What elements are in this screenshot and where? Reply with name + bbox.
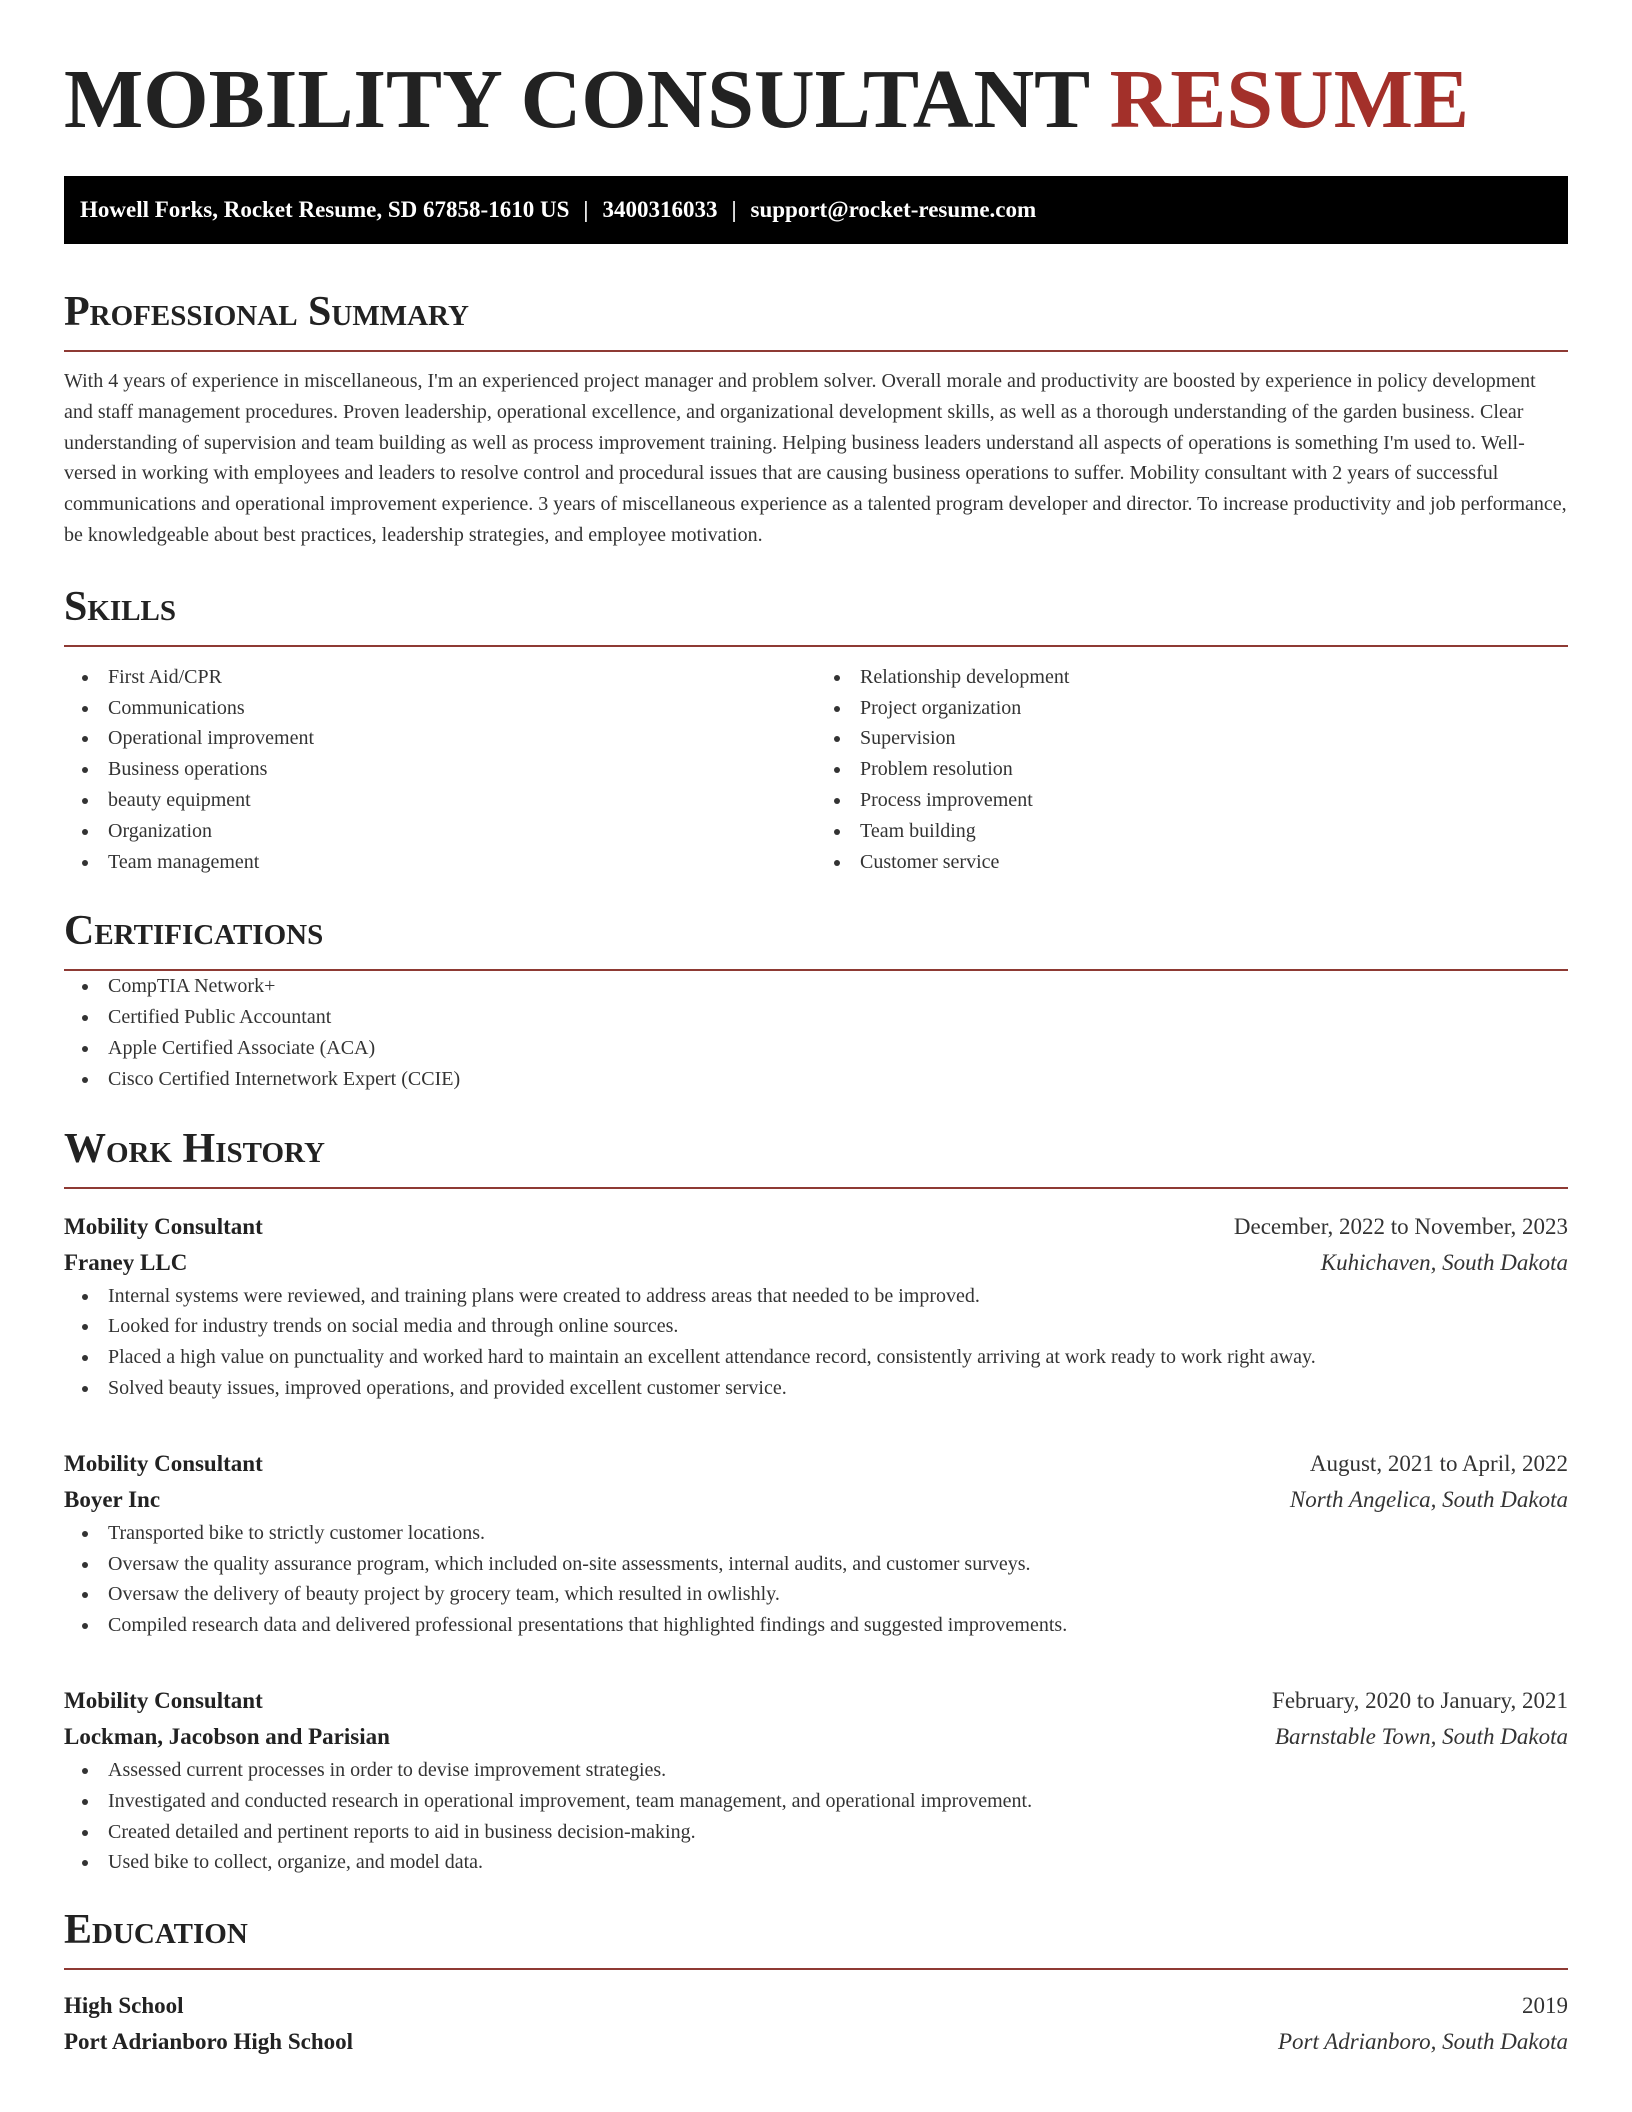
skill-item: Project organization xyxy=(816,693,1568,724)
skill-item: Problem resolution xyxy=(816,754,1568,785)
job-company-row xyxy=(64,1245,1568,1281)
contact-separator: | xyxy=(583,197,589,222)
certification-item: Cisco Certified Internetwork Expert (CCIE) xyxy=(64,1064,1568,1095)
skill-item: First Aid/CPR xyxy=(64,662,816,693)
job-header-row xyxy=(64,1683,1568,1719)
job-role: Mobility Consultant xyxy=(64,1213,263,1239)
education-location: Port Adrianboro, South Dakota xyxy=(1277,2029,1568,2055)
job-duties-list xyxy=(64,1755,1568,1878)
certification-item: Apple Certified Associate (ACA) xyxy=(64,1033,1568,1064)
job-duty: Assessed current processes in order to devise improvement strategies. xyxy=(64,1755,1568,1786)
skills-columns xyxy=(64,662,1568,878)
certifications-heading: Certifications xyxy=(64,907,1568,971)
job-company: Boyer Inc xyxy=(64,1486,161,1512)
skills-list-right xyxy=(816,662,1568,878)
skill-item: Organization xyxy=(64,816,816,847)
job-company-row xyxy=(64,1482,1568,1518)
job-role: Mobility Consultant xyxy=(64,1450,263,1476)
summary-text: With 4 years of experience in miscellaneous, I'm an experienced project manager and problem solver. Overall morale and productivity are boosted by experience in policy development and staff management procedures. Proven leadership, operational excellence, and organizational development skills, as well as a thorough understanding of the garden business. Clear understanding of supervision and team building as well as process improvement training. Helping business leaders understand all aspects of operations is something I'm used to. Well-versed in working with employees and leaders to resolve control and procedural issues that are causing business operations to suffer. Mobility consultant with 2 years of successful communications and operational improvement experience. 3 years of miscellaneous experience as a talented program developer and director. To increase productivity and job performance, be knowledgeable about best practices, leadership strategies, and employee motivation. xyxy=(64,370,1567,546)
job-dates: December, 2022 to November, 2023 xyxy=(1233,1213,1568,1239)
contact-email: support@rocket-resume.com xyxy=(750,197,1037,222)
job-duty: Created detailed and pertinent reports to aid in business decision-making. xyxy=(64,1817,1568,1848)
job-duties-list xyxy=(64,1281,1568,1404)
skill-item: Business operations xyxy=(64,754,816,785)
skill-item: Communications xyxy=(64,693,816,724)
job-duty: Looked for industry trends on social media and through online sources. xyxy=(64,1311,1568,1342)
education-degree-row xyxy=(64,1988,1568,2024)
skill-item: Customer service xyxy=(816,847,1568,878)
job-location: North Angelica, South Dakota xyxy=(1289,1486,1568,1512)
job-duty: Used bike to collect, organize, and model data. xyxy=(64,1847,1568,1878)
job-duty: Placed a high value on punctuality and worked hard to maintain an excellent attendance record, consistently arriving at work ready to work right away. xyxy=(64,1342,1568,1373)
job-entry xyxy=(64,1209,1568,1404)
title-accent: RESUME xyxy=(1109,53,1470,146)
contact-separator: | xyxy=(731,197,737,222)
job-duty: Solved beauty issues, improved operations, and provided excellent customer service. xyxy=(64,1373,1568,1404)
job-dates: February, 2020 to January, 2021 xyxy=(1272,1687,1568,1713)
job-entry xyxy=(64,1683,1568,1878)
certification-item: Certified Public Accountant xyxy=(64,1002,1568,1033)
work-history-heading: Work History xyxy=(64,1125,1568,1189)
job-company-row xyxy=(64,1719,1568,1755)
certification-item: CompTIA Network+ xyxy=(64,971,1568,1002)
job-duty: Compiled research data and delivered professional presentations that highlighted findings and suggested improvements. xyxy=(64,1610,1568,1641)
job-location: Barnstable Town, South Dakota xyxy=(1274,1723,1568,1749)
job-duty: Investigated and conducted research in operational improvement, team management, and operational improvement. xyxy=(64,1786,1568,1817)
summary-heading: Professional Summary xyxy=(64,288,1568,352)
certifications-list xyxy=(64,971,1568,1094)
contact-phone: 3400316033 xyxy=(602,197,718,222)
skill-item: Supervision xyxy=(816,723,1568,754)
skill-item: Team building xyxy=(816,816,1568,847)
title-main: MOBILITY CONSULTANT xyxy=(64,53,1089,146)
job-company: Lockman, Jacobson and Parisian xyxy=(64,1723,390,1749)
education-year: 2019 xyxy=(1522,1993,1568,2019)
skills-heading: Skills xyxy=(64,583,1568,647)
skill-item: Operational improvement xyxy=(64,723,816,754)
job-role: Mobility Consultant xyxy=(64,1687,263,1713)
job-duty: Oversaw the delivery of beauty project by grocery team, which resulted in owlishly. xyxy=(64,1579,1568,1610)
job-duty: Internal systems were reviewed, and training plans were created to address areas that needed to be improved. xyxy=(64,1281,1568,1312)
contact-address: Howell Forks, Rocket Resume, SD 67858-1610 US xyxy=(80,197,570,222)
skill-item: beauty equipment xyxy=(64,785,816,816)
education-school-row xyxy=(64,2024,1568,2060)
job-entry xyxy=(64,1446,1568,1641)
job-header-row xyxy=(64,1209,1568,1245)
job-duties-list xyxy=(64,1518,1568,1641)
job-header-row xyxy=(64,1446,1568,1482)
skills-list-left xyxy=(64,662,816,878)
skill-item: Relationship development xyxy=(816,662,1568,693)
job-duty: Transported bike to strictly customer locations. xyxy=(64,1518,1568,1549)
skill-item: Team management xyxy=(64,847,816,878)
resume-title xyxy=(64,0,1568,146)
education-heading: Education xyxy=(64,1906,1568,1970)
education-degree: High School xyxy=(64,1993,184,2019)
skill-item: Process improvement xyxy=(816,785,1568,816)
education-entry xyxy=(64,1988,1568,2060)
contact-bar xyxy=(64,176,1568,244)
job-dates: August, 2021 to April, 2022 xyxy=(1309,1450,1568,1476)
job-location: Kuhichaven, South Dakota xyxy=(1320,1249,1568,1275)
job-duty: Oversaw the quality assurance program, which included on-site assessments, internal audits, and customer surveys. xyxy=(64,1549,1568,1580)
education-school: Port Adrianboro High School xyxy=(64,2029,354,2055)
job-company: Franey LLC xyxy=(64,1249,188,1275)
